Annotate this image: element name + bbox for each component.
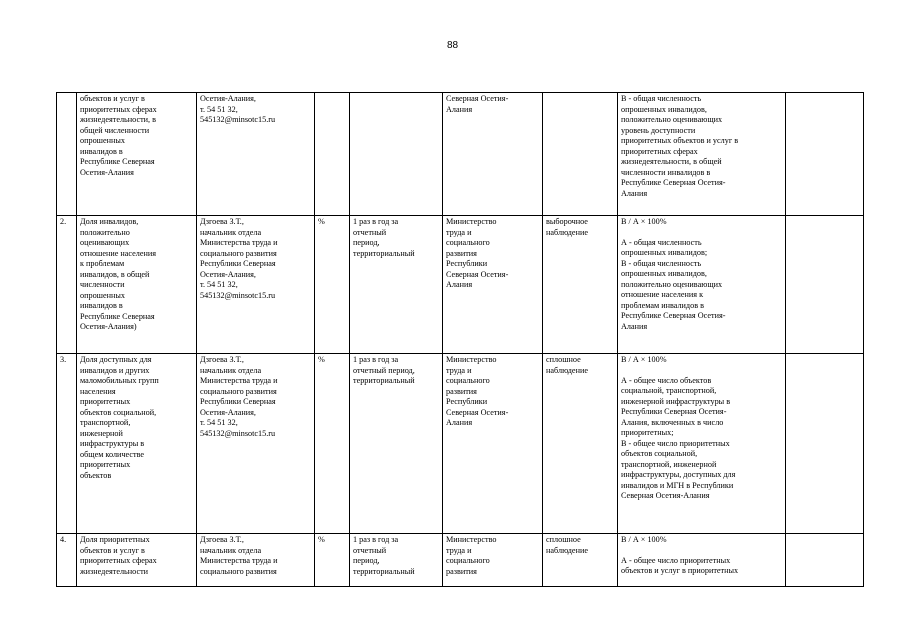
periodicity-cell bbox=[350, 93, 443, 216]
unit-cell bbox=[315, 93, 350, 216]
table-row bbox=[57, 93, 864, 216]
formula-cell bbox=[618, 216, 786, 354]
page-number: 88 bbox=[446, 40, 459, 51]
empty-cell bbox=[786, 534, 864, 587]
indicator-cell: Доля инвалидов, положительно оценивающих отношение населения к проблемам инвалидов, в общей численности опрошенных инвалидов в Республике Северная Осетия-Алания) bbox=[77, 216, 197, 354]
indicator-cell: Доля доступных для инвалидов и других маломобильных групп населения приоритетных объектов социальной, транспортной, инженерной инфраструктуры в общем количестве приоритетных объектов bbox=[77, 354, 197, 534]
formula-text: В / А × 100% bbox=[621, 217, 667, 226]
unit-cell: % bbox=[315, 534, 350, 587]
row-number-cell: 4. bbox=[57, 534, 77, 587]
table-row bbox=[57, 534, 864, 587]
source-cell: Министерство труда и социального развития Республики Северная Осетия- Алания bbox=[443, 354, 543, 534]
table-row bbox=[57, 354, 864, 534]
formula-description: А - общее число приоритетных объектов и услуг в приоритетных bbox=[621, 555, 739, 575]
formula-description: А - общее число объектов социальной, транспортной, инженерной инфраструктуры в Республики Северная Осетия- Алания, включенных в число приоритетных; В - общее число приоритетных объектов социальной, транспортной, инженерной инфраструктуры, доступных для инвалидов и МГН в Республики Северная Осетия-Алания bbox=[621, 375, 736, 500]
empty-cell bbox=[786, 354, 864, 534]
responsible-cell: Осетия-Алания, т. 54 51 32, 545132@minsotc15.ru bbox=[197, 93, 315, 216]
source-cell: Министерство труда и социального развития bbox=[443, 534, 543, 587]
row-number-cell bbox=[57, 93, 77, 216]
indicator-cell: Доля приоритетных объектов и услуг в приоритетных сферах жизнедеятельности bbox=[77, 534, 197, 587]
method-cell bbox=[543, 93, 618, 216]
formula-text: В / А × 100% bbox=[621, 355, 667, 364]
formula-cell bbox=[618, 534, 786, 587]
formula-cell bbox=[618, 354, 786, 534]
unit-cell: % bbox=[315, 354, 350, 534]
formula-cell: В - общая численность опрошенных инвалидов, положительно оценивающих уровень доступности приоритетных объектов и услуг в приоритетных сферах жизнедеятельности, в общей численности инвалидов в Республике Северная Осетия- Алания bbox=[618, 93, 786, 216]
method-cell: сплошное наблюдение bbox=[543, 354, 618, 534]
unit-cell: % bbox=[315, 216, 350, 354]
method-cell: выборочное наблюдение bbox=[543, 216, 618, 354]
empty-cell bbox=[786, 216, 864, 354]
periodicity-cell: 1 раз в год за отчетный период, территориальный bbox=[350, 216, 443, 354]
periodicity-cell: 1 раз в год за отчетный период, территориальный bbox=[350, 534, 443, 587]
indicators-table bbox=[56, 92, 864, 587]
method-cell: сплошное наблюдение bbox=[543, 534, 618, 587]
indicator-cell: объектов и услуг в приоритетных сферах жизнедеятельности, в общей численности опрошенных инвалидов в Республике Северная Осетия-Алания bbox=[77, 93, 197, 216]
responsible-cell: Дзгоева З.Т., начальник отдела Министерства труда и социального развития Республики Северная Осетия-Алания, т. 54 51 32, 545132@minsotc15.ru bbox=[197, 354, 315, 534]
responsible-cell: Дзгоева З.Т., начальник отдела Министерства труда и социального развития bbox=[197, 534, 315, 587]
empty-cell bbox=[786, 93, 864, 216]
formula-description: А - общая численность опрошенных инвалидов; В - общая численность опрошенных инвалидов, положительно оценивающих отношение населения к проблемам инвалидов в Республике Северная Осетия- Алания bbox=[621, 237, 726, 331]
responsible-cell: Дзгоева З.Т., начальник отдела Министерства труда и социального развития Республики Северная Осетия-Алания, т. 54 51 32, 545132@minsotc15.ru bbox=[197, 216, 315, 354]
periodicity-cell: 1 раз в год за отчетный период, территориальный bbox=[350, 354, 443, 534]
formula-text: В / А × 100% bbox=[621, 535, 667, 544]
source-cell: Министерство труда и социального развития Республики Северная Осетия- Алания bbox=[443, 216, 543, 354]
row-number-cell: 2. bbox=[57, 216, 77, 354]
row-number-cell: 3. bbox=[57, 354, 77, 534]
source-cell: Северная Осетия- Алания bbox=[443, 93, 543, 216]
table-row bbox=[57, 216, 864, 354]
